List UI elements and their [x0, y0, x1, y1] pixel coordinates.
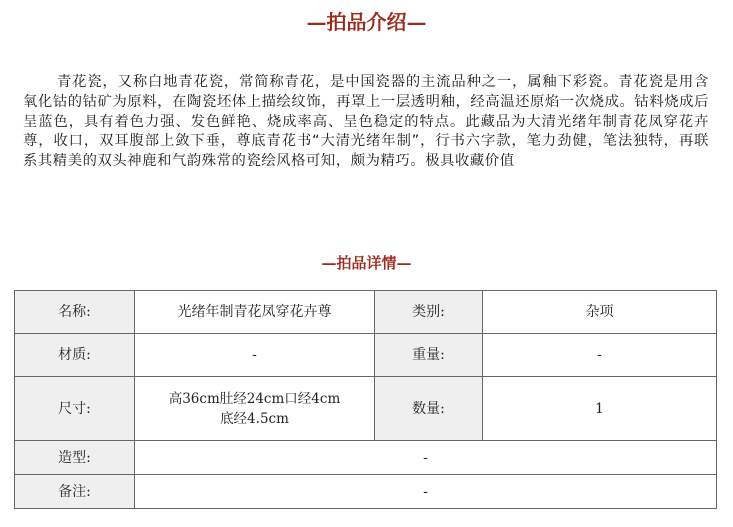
- table-row-note: [15, 475, 717, 509]
- table-row-shape: [15, 441, 717, 475]
- shape-value: -: [135, 441, 717, 475]
- size-label: 尺寸:: [15, 377, 135, 441]
- size-value: [135, 377, 375, 441]
- weight-label: 重量:: [375, 334, 483, 377]
- note-value: -: [135, 475, 717, 509]
- table-row-name: [15, 291, 717, 334]
- category-label: 类别:: [375, 291, 483, 334]
- note-label: 备注:: [15, 475, 135, 509]
- quantity-value: 1: [483, 377, 717, 441]
- details-section-title: —拍品详情—: [321, 254, 412, 272]
- intro-section-title: —拍品介绍—: [306, 10, 427, 34]
- category-value: 杂项: [483, 291, 717, 334]
- table-row-size: [15, 377, 717, 441]
- material-label: 材质:: [15, 334, 135, 377]
- size-value-line1: 高36cm肚经24cm口经4cm: [168, 390, 341, 407]
- shape-label: 造型:: [15, 441, 135, 475]
- weight-value: -: [483, 334, 717, 377]
- details-table: [14, 290, 717, 509]
- name-value: 光绪年制青花凤穿花卉尊: [135, 291, 375, 334]
- size-value-line2: 底经4.5cm: [220, 410, 289, 427]
- quantity-label: 数量:: [375, 377, 483, 441]
- name-label: 名称:: [15, 291, 135, 334]
- intro-paragraph: 青花瓷，又称白地青花瓷，常简称青花，是中国瓷器的主流品种之一，属釉下彩瓷。青花瓷是用含氧化钴的钴矿为原料，在陶瓷坯体上描绘纹饰，再罩上一层透明釉，经高温还原焰一次烧成。钴料烧成后呈蓝色，具有着色力强、发色鲜艳、烧成率高、呈色稳定的特点。此藏品为大清光绪年制青花凤穿花卉尊，收口，双耳腹部上敛下垂，尊底青花书“大清光绪年制”，行书六字款，笔力劲健，笔法独特，再联系其精美的双头神鹿和气韵殊常的瓷绘风格可知，颇为精巧。极具收藏价值: [23, 74, 709, 170]
- material-value: -: [135, 334, 375, 377]
- table-row-material: [15, 334, 717, 377]
